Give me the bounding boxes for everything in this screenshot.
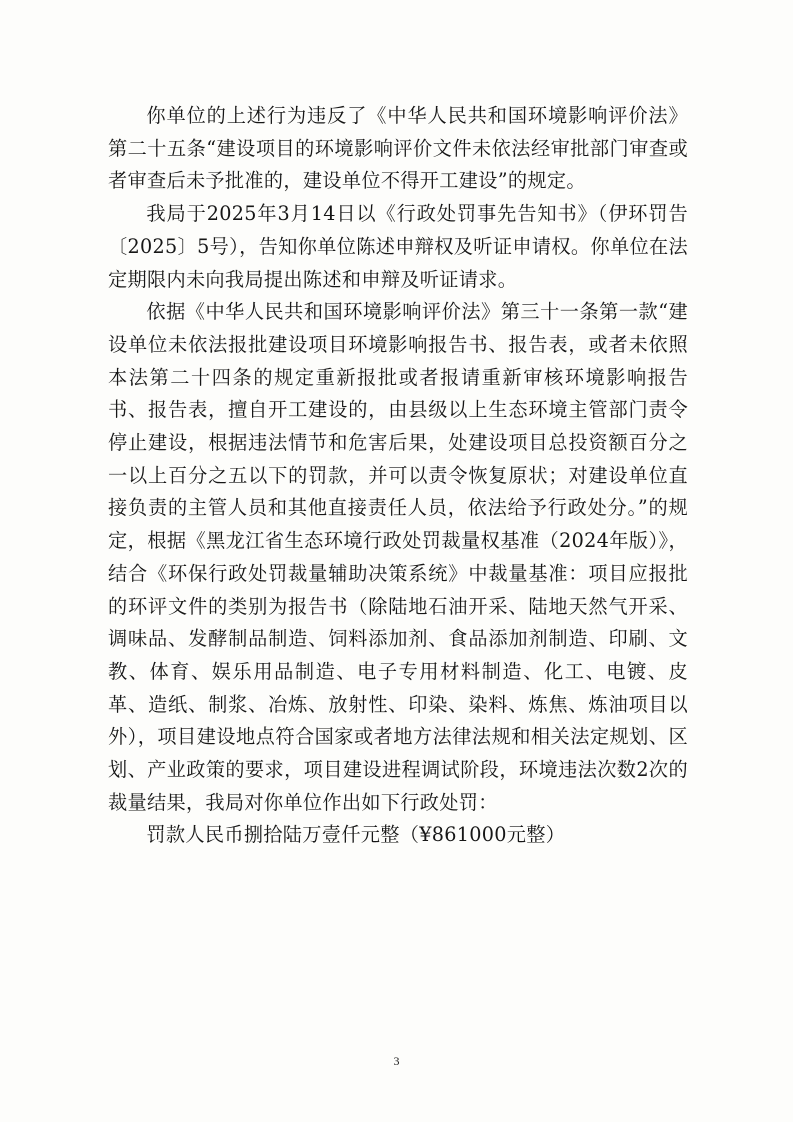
paragraph-violation: 你单位的上述行为违反了《中华人民共和国环境影响评价法》第二十五条“建设项目的环境影响评价文件未依法经审批部门审查或者审查后未予批准的，建设单位不得开工建设”的规定。 (108, 104, 688, 193)
page-number: 3 (393, 1054, 400, 1068)
paragraph-penalty: 罚款人民币捌拾陆万壹仟元整（¥861000元整） (146, 823, 566, 847)
document-body (108, 100, 688, 852)
paragraph-legal-basis: 依据《中华人民共和国环境影响评价法》第三十一条第一款“建设单位未依法报批建设项目环境影响报告书、报告表，或者未依照本法第二十四条的规定重新报批或者报请重新审核环境影响报告书、报告表，擅自开工建设的，由县级以上生态环境主管部门责令停止建设，根据违法情节和危害后果，处建设项目总投资额百分之一以上百分之五以下的罚款，并可以责令恢复原状；对建设单位直接负责的主管人员和其他直接责任人员，依法给予行政处分。”的规定，根据《黑龙江省生态环境行政处罚裁量权基准（2024年版）》，结合《环保行政处罚裁量辅助决策系统》中裁量基准：项目应报批的环评文件的类别为报告书（除陆地石油开采、陆地天然气开采、调味品、发酵制品制造、饲料添加剂、食品添加剂制造、印刷、文教、体育、娱乐用品制造、电子专用材料制造、化工、电镀、皮革、造纸、制浆、冶炼、放射性、印染、染料、炼焦、炼油项目以外），项目建设地点符合国家或者地方法律法规和相关法定规划、区划、产业政策的要求，项目建设进程调试阶段，环境违法次数2次的裁量结果，我局对你单位作出如下行政处罚： (108, 300, 688, 814)
paragraph-notice: 我局于2025年3月14日以《行政处罚事先告知书》（伊环罚告〔2025〕5号），告知你单位陈述申辩权及听证申请权。你单位在法定期限内未向我局提出陈述和申辩及听证请求。 (108, 202, 688, 291)
